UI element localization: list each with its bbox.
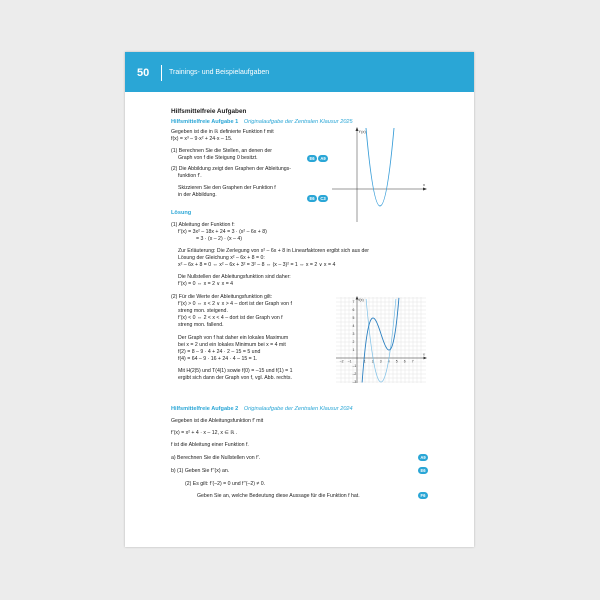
- x-tick-label: 3: [379, 359, 382, 364]
- x-tick-label: 6: [403, 359, 406, 364]
- task2-line: f ist die Ableitung einer Funktion f.: [171, 442, 249, 448]
- solution-line: f’(x) > 0 ⇔ x < 2 ∨ x > 4 – dort ist der Graph von f: [178, 301, 292, 307]
- y-tick-label: –2: [352, 372, 357, 377]
- book-page: [125, 52, 474, 547]
- solution-graph: [333, 294, 429, 386]
- x-tick-label: –1: [347, 359, 352, 364]
- task2-line: Gegeben ist die Ableitungsfunktion f’ mit: [171, 418, 264, 424]
- task1-intro-1: Gegeben ist die in ℝ definierte Funktion f mit: [171, 129, 274, 135]
- x-tick-label: 5: [395, 359, 398, 364]
- y-tick-label: 7: [352, 300, 355, 305]
- solution-title: Lösung: [171, 210, 192, 216]
- x-axis-arrow: [423, 188, 427, 191]
- task1-source: Originalaufgabe der Zentralen Klausur 2025: [243, 119, 353, 125]
- y-tick-label: 1: [352, 348, 355, 353]
- solution-line: Mit H(2|5) und T(4|1) sowie f(0) = –15 und f(1) = 1: [178, 368, 293, 374]
- y-tick-label: –3: [352, 380, 357, 385]
- solution-line: Die Nullstellen der Ableitungsfunktion sind daher:: [178, 274, 291, 280]
- solution-line: Zur Erläuterung: Die Zerlegung von x² – 6x + 8 in Linearfaktoren ergibt sich aus der: [178, 248, 370, 254]
- competency-badge: C3: [318, 195, 328, 202]
- solution-line: f(2) = 8 – 9 · 4 + 24 · 2 – 15 = 5 und: [178, 349, 261, 355]
- solution-line: streng mon. fallend.: [178, 322, 224, 328]
- graph-grid: [336, 297, 426, 383]
- task1-heading: [171, 119, 353, 125]
- x-tick-label: 1: [363, 359, 366, 364]
- task1-label: Hilfsmittelfreie Aufgabe 1: [171, 119, 239, 125]
- task2-part-b3: Geben Sie an, welche Bedeutung diese Aussage für die Funktion f hat.: [197, 493, 360, 499]
- competency-badge: E6: [307, 195, 317, 202]
- x-tick-labels: [340, 360, 414, 364]
- solution-line: ergibt sich dann der Graph von f, vgl. Abb. rechts.: [178, 375, 292, 381]
- task1-intro-2: f(x) = x³ – 9·x² + 24·x – 15.: [171, 136, 233, 142]
- x-axis-arrow: [424, 357, 428, 360]
- y-axis-label: f’(x): [359, 129, 366, 134]
- header-divider: [161, 65, 162, 81]
- competency-badge: A9: [418, 454, 428, 461]
- solution-line: Lösung der Gleichung x² – 6x + 8 = 0:: [178, 255, 265, 261]
- header-title: Trainings- und Beispielaufgaben: [169, 69, 270, 76]
- x-axis-label: x: [423, 182, 425, 187]
- competency-badge: E6: [307, 155, 317, 162]
- y-tick-label: 6: [352, 308, 355, 313]
- task1-part1-b: Graph von f die Steigung 0 besitzt.: [178, 155, 258, 161]
- x-tick-label: 7: [411, 359, 414, 364]
- x-axis-label: x: [423, 352, 425, 357]
- task2-heading: [171, 406, 353, 412]
- function-curve: [362, 298, 399, 383]
- competency-badge: F6: [418, 492, 428, 499]
- competency-badge: E6: [418, 467, 428, 474]
- solution-line: (2) Für die Werte der Ableitungsfunktion gilt:: [171, 294, 273, 300]
- task1-part2-d: in der Abbildung.: [178, 192, 217, 198]
- solution-line: f’(x) < 0 ⇔ 2 < x < 4 – dort ist der Graph von f: [178, 315, 283, 321]
- y-tick-label: –1: [352, 364, 357, 369]
- solution-line: streng mon. steigend.: [178, 308, 228, 314]
- task2-part-b2: (2) Es gilt: f’(–2) = 0 und f’’(–2) ≠ 0.: [185, 481, 266, 487]
- task2-line: f’(x) = x² + 4 · x – 12, x ∈ ℝ .: [171, 430, 238, 436]
- task1-part1-a: (1) Berechnen Sie die Stellen, an denen der: [171, 148, 272, 154]
- solution-line: x² – 6x + 8 = 0 ⇔ x² – 6x + 3² = 3² – 8 ⇔ (x – 3)² = 1 ⇔ x = 2 ∨ x = 4: [178, 262, 336, 268]
- solution-line: (1) Ableitung der Funktion f:: [171, 222, 235, 228]
- page-number: 50: [137, 67, 150, 79]
- solution-line: Der Graph von f hat daher ein lokales Maximum: [178, 335, 289, 341]
- task1-part2-c: Skizzieren Sie den Graphen der Funktion f: [178, 185, 276, 191]
- derivative-curve: [366, 128, 394, 206]
- solution-line: bei x = 2 und ein lokales Minimum bei x = 4 mit: [178, 342, 286, 348]
- solution-line: f(4) = 64 – 9 · 16 + 24 · 4 – 15 = 1.: [178, 356, 258, 362]
- solution-line: = 3 · (x – 2) · (x – 4): [196, 236, 242, 242]
- task2-source: Originalaufgabe der Zentralen Klausur 2024: [243, 406, 353, 412]
- y-axis-label: f(x): [358, 298, 364, 302]
- y-tick-label: 2: [352, 340, 355, 345]
- y-tick-label: 3: [352, 332, 355, 337]
- solution-line: f’(x) = 0 ⇔ x = 2 ∨ x = 4: [178, 281, 234, 287]
- derivative-graph: [330, 124, 430, 224]
- solution-line: f’(x) = 3x² – 18x + 24 = 3 · (x² – 6x + 8): [178, 229, 267, 235]
- competency-badge: A9: [318, 155, 328, 162]
- y-tick-label: 5: [352, 316, 355, 321]
- x-tick-label: –2: [339, 359, 344, 364]
- x-tick-label: 4: [387, 359, 390, 364]
- task1-part2-b: funktion f’.: [178, 173, 202, 179]
- task2-label: Hilfsmittelfreie Aufgabe 2: [171, 406, 239, 412]
- task2-part-b1: b) (1) Geben Sie f’’(x) an.: [171, 468, 230, 474]
- page-header: [125, 52, 474, 92]
- section-title: Hilfsmittelfreie Aufgaben: [171, 108, 247, 115]
- task2-part-a: a) Berechnen Sie die Nullstellen von f’.: [171, 455, 261, 461]
- y-tick-label: 4: [352, 324, 355, 329]
- task1-part2-a: (2) Die Abbildung zeigt den Graphen der Ableitungs-: [171, 166, 291, 172]
- x-tick-label: 2: [371, 359, 374, 364]
